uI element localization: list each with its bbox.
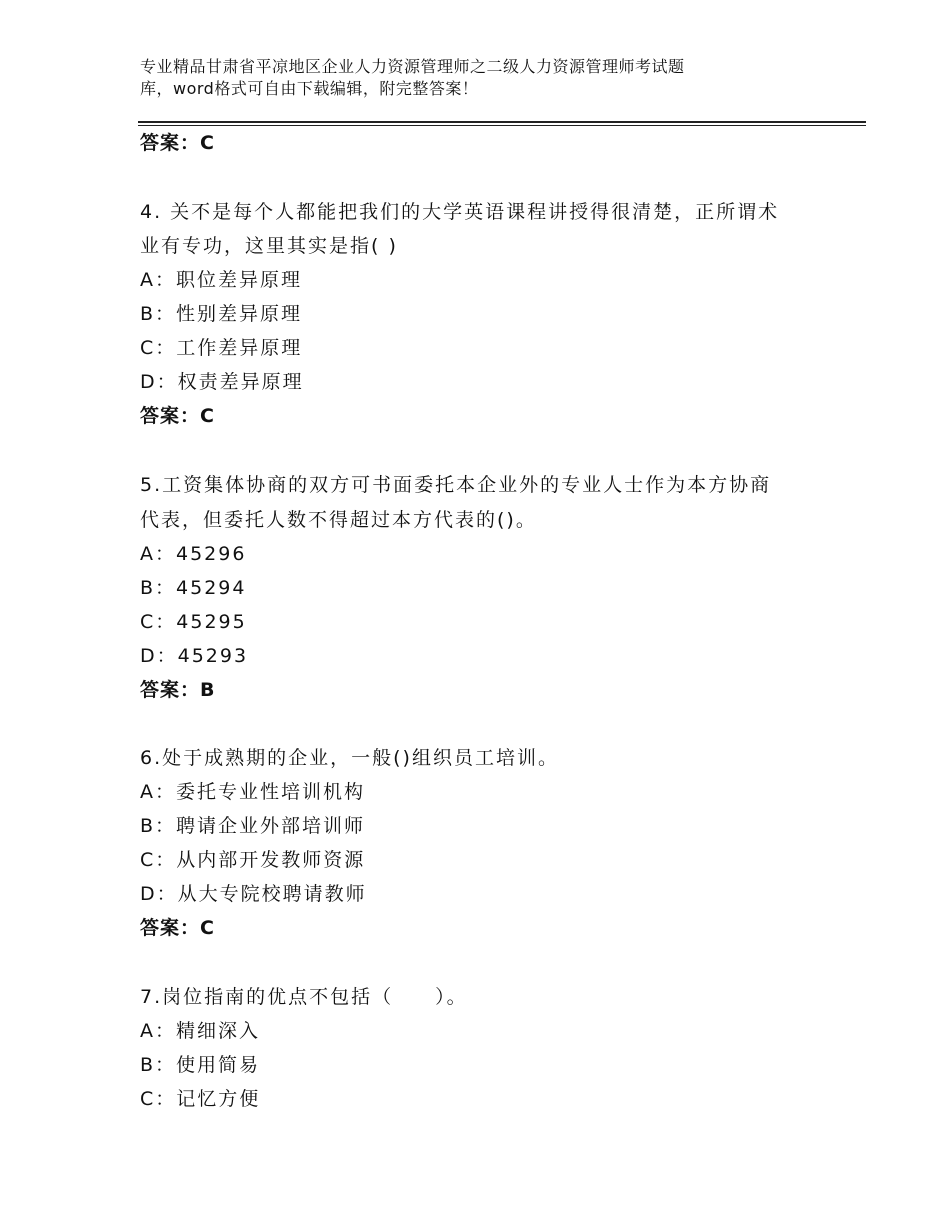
question-5-option-b: B：45294 [140,577,247,599]
question-7-option-c: C：记忆方便 [140,1088,261,1110]
question-5-option-a: A：45296 [140,543,247,565]
question-7-option-a: A：精细深入 [140,1020,260,1042]
header-line-2: 库，word格式可自由下载编辑，附完整答案！ [140,79,479,98]
question-5-stem-line-1: 5.工资集体协商的双方可书面委托本企业外的专业人士作为本方协商 [140,474,772,496]
question-6-option-c: C：从内部开发教师资源 [140,849,366,871]
question-5-stem-line-2: 代表，但委托人数不得超过本方代表的()。 [140,509,537,531]
question-4-stem-line-2: 业有专功，这里其实是指( ) [140,235,398,257]
document-header [140,56,780,100]
question-6-stem-line-1: 6.处于成熟期的企业，一般()组织员工培训。 [140,747,559,769]
answer-q5: 答案：B [140,679,216,701]
question-6-option-b: B：聘请企业外部培训师 [140,815,366,837]
answer-q3: 答案：C [140,132,215,154]
question-4-stem-line-1: 4. 关不是每个人都能把我们的大学英语课程讲授得很清楚，正所谓术 [140,201,780,223]
header-divider-thick [138,121,866,123]
question-5-option-d: D：45293 [140,645,249,667]
question-4-option-b: B：性别差异原理 [140,303,303,325]
question-6-option-a: A：委托专业性培训机构 [140,781,365,803]
header-divider-thin [138,125,866,126]
question-4-option-d: D：权责差异原理 [140,371,304,393]
question-7-option-b: B：使用简易 [140,1054,261,1076]
question-5-option-c: C：45295 [140,611,247,633]
question-4-option-c: C：工作差异原理 [140,337,303,359]
answer-q4: 答案：C [140,405,215,427]
question-6-option-d: D：从大专院校聘请教师 [140,883,367,905]
header-line-1: 专业精品甘肃省平凉地区企业人力资源管理师之二级人力资源管理师考试题 [140,57,685,76]
question-7-stem-line-1: 7.岗位指南的优点不包括（ ）。 [140,986,468,1008]
answer-q6: 答案：C [140,917,215,939]
question-4-option-a: A：职位差异原理 [140,269,302,291]
